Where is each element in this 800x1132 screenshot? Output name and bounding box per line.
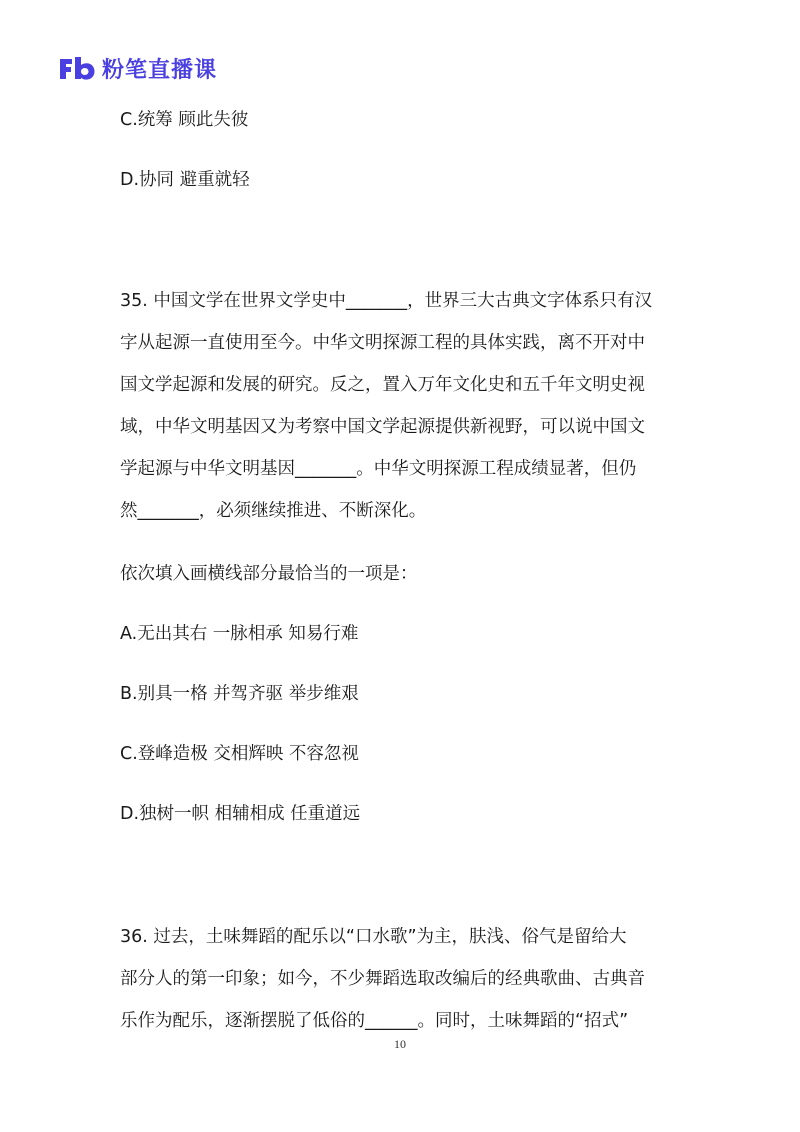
q36-stem-line: 36. 过去，土味舞蹈的配乐以“口水歌”为主，肤浅、俗气是留给大 bbox=[120, 927, 627, 947]
fb-logo-icon bbox=[58, 55, 96, 81]
q35-stem-line: 35. 中国文学在世界文学史中_______，世界三大古典文字体系只有汉 bbox=[120, 291, 653, 311]
q34-option-c: C.统筹 顾此失彼 bbox=[120, 110, 249, 130]
q35-stem-line: 然_______，必须继续推进、不断深化。 bbox=[120, 501, 427, 521]
q35-option-c: C.登峰造极 交相辉映 不容忽视 bbox=[120, 744, 359, 764]
q35-stem-line: 域，中华文明基因又为考察中国文学起源提供新视野，可以说中国文 bbox=[120, 417, 645, 437]
q35-stem-line: 国文学起源和发展的研究。反之，置入万年文化史和五千年文明史视 bbox=[120, 375, 645, 395]
q34-option-d: D.协同 避重就轻 bbox=[120, 170, 250, 190]
q36-stem-line: 部分人的第一印象；如今，不少舞蹈选取改编后的经典歌曲、古典音 bbox=[120, 969, 645, 989]
q35-option-d: D.独树一帜 相辅相成 任重道远 bbox=[120, 804, 361, 824]
q36-stem-line: 乐作为配乐，逐渐摆脱了低俗的______。同时，土味舞蹈的“招式” bbox=[120, 1011, 629, 1031]
page-header bbox=[58, 52, 217, 84]
q35-option-b: B.别具一格 并驾齐驱 举步维艰 bbox=[120, 684, 359, 704]
page-number: 10 bbox=[394, 1037, 406, 1051]
q35-stem-line: 字从起源一直使用至今。中华文明探源工程的具体实践，离不开对中 bbox=[120, 333, 645, 353]
brand-name: 粉笔直播课 bbox=[102, 57, 218, 83]
q35-stem-line: 学起源与中华文明基因_______。中华文明探源工程成绩显著，但仍 bbox=[120, 459, 637, 479]
q35-prompt: 依次填入画横线部分最恰当的一项是： bbox=[120, 564, 418, 584]
q35-option-a: A.无出其右 一脉相承 知易行难 bbox=[120, 624, 359, 644]
